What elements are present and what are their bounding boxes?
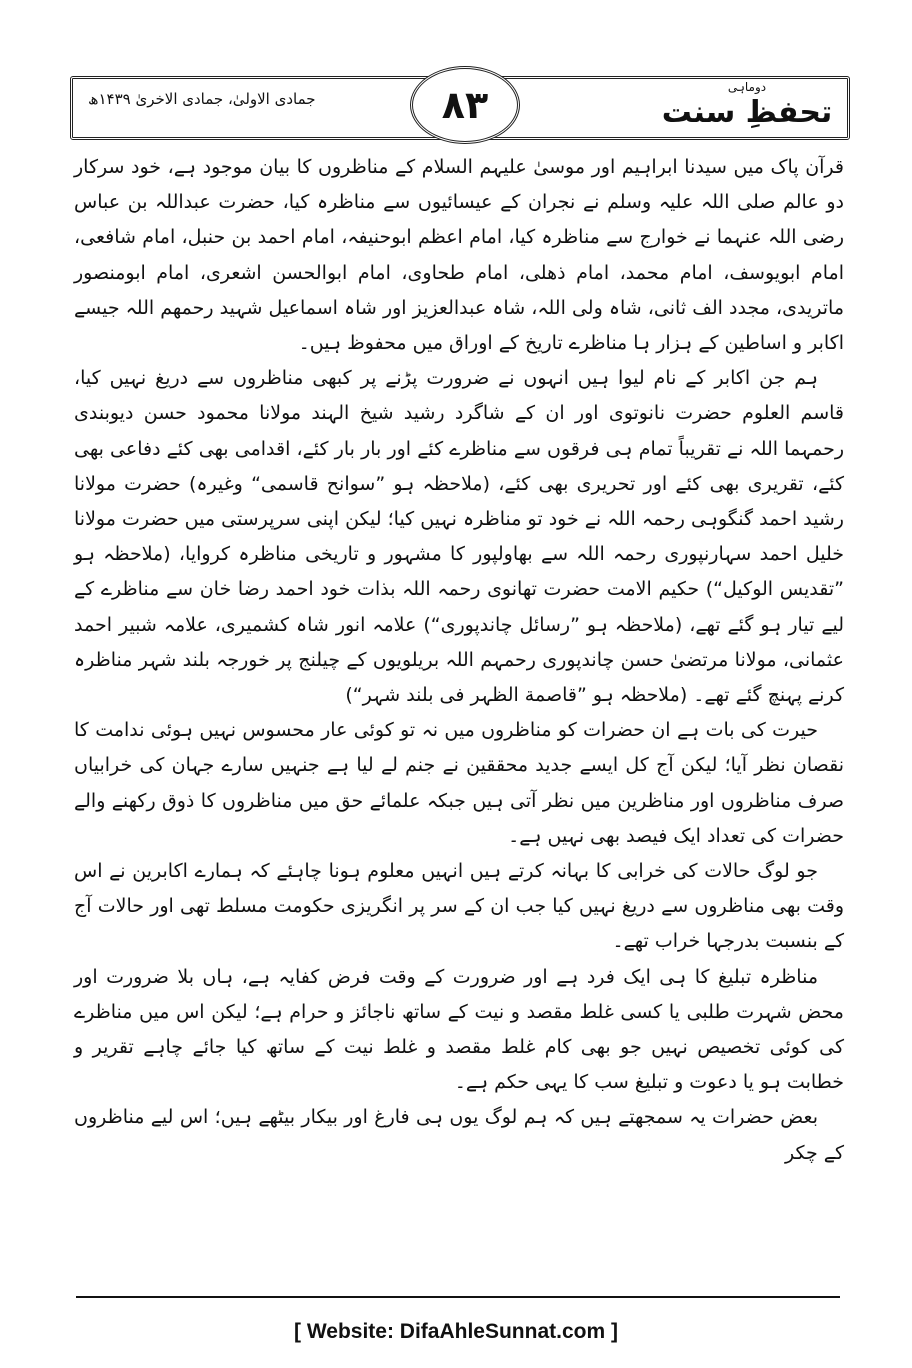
issue-dates: جمادی الاولیٰ، جمادی الاخریٰ ۱۴۳۹ھ (88, 90, 316, 108)
magazine-logo (652, 80, 842, 136)
logo-subtitle: دوماہی (727, 80, 767, 94)
article-body (74, 150, 844, 1171)
logo-title: تحفظِ سنت (661, 95, 833, 130)
page-number: ۸۳ (441, 83, 489, 127)
paragraph-3: حیرت کی بات ہے ان حضرات کو مناظروں میں نہ تو کوئی عار محسوس نہیں ہوئی ندامت کا نقصان نظر آیا؛ لیکن آج کل ایسے جدید محققین نے جنم لے لیا ہے جنہیں سارے جہان کی خرابیاں صرف مناظروں اور مناظرین میں نظر آتی ہیں جبکہ علمائے حق میں مناظروں کا ذوق رکھنے والے حضرات کی تعداد ایک فیصد بھی نہیں ہے۔ (74, 719, 844, 847)
footer-divider (76, 1296, 840, 1298)
paragraph-4: جو لوگ حالات کی خرابی کا بہانہ کرتے ہیں انہیں معلوم ہونا چاہئے کہ ہمارے اکابرین نے اس وقت بھی مناظروں سے دریغ نہیں کیا جب ان کے سر پر انگریزی حکومت مسلط تھی اور حالات آج کے بنسبت بدرجہا خراب تھے۔ (74, 860, 844, 953)
paragraph-6: بعض حضرات یہ سمجھتے ہیں کہ ہم لوگ یوں ہی فارغ اور بیکار بیٹھے ہیں؛ اس لیے مناظروں کے چکر (74, 1106, 844, 1164)
website-footer: [ Website: DifaAhleSunnat.com ] (294, 1320, 618, 1343)
paragraph-1: قرآن پاک میں سیدنا ابراہیم اور موسیٰ علیہم السلام کے مناظروں کا بیان موجود ہے، خود سرکار دو عالم صلی اللہ علیہ وسلم نے نجران کے عیسائیوں سے مناظرہ کیا، حضرت عبداللہ بن عباس رضی اللہ عنہما نے خوارج سے مناظرہ کیا، امام اعظم ابوحنیفہ، امام احمد بن حنبل، امام شافعی، امام ابویوسف، امام محمد، امام ذھلی، امام طحاوی، امام ابوالحسن اشعری، امام ابومنصور ماتریدی، مجدد الف ثانی، شاہ ولی اللہ، شاہ عبدالعزیز اور شاہ اسماعیل شہید رحمھم اللہ جیسے اکابر و اساطین کے ہزار ہا مناظرے تاریخ کے اوراق میں محفوظ ہیں۔ (74, 156, 844, 355)
page-header (70, 62, 848, 144)
paragraph-2: ہم جن اکابر کے نام لیوا ہیں انہوں نے ضرورت پڑنے پر کبھی مناظروں سے دریغ نہیں کیا، قاسم العلوم حضرت نانوتوی اور ان کے شاگرد رشید شیخ الہند مولانا محمود حسن دیوبندی رحمہما اللہ نے تقریباً تمام ہی فرقوں سے مناظرے کئے اور بار بار کئے، اقدامی بھی کئے دفاعی بھی کئے، تقریری بھی کئے اور تحریری بھی کئے، (ملاحظہ ہو ”سوانح قاسمی“ وغیرہ) حضرت مولانا رشید احمد گنگوہی رحمہ اللہ نے خود تو مناظرہ نہیں کیا؛ لیکن اپنی سرپرستی میں حضرت مولانا خلیل احمد سہارنپوری رحمہ اللہ سے بھاولپور کا مشہور و تاریخی مناظرہ کروایا، (ملاحظہ ہو ”تقدیس الوکیل“) حکیم الامت حضرت تھانوی رحمہ اللہ بذات خود احمد رضا خان سے مناظرے کے لیے تیار ہو گئے تھے، (ملاحظہ ہو ”رسائل چاندپوری“) علامہ انور شاہ کشمیری، علامہ شبیر احمد عثمانی، مولانا مرتضیٰ حسن چاندپوری رحمہم اللہ بریلویوں کے چیلنج پر خورجہ بلند شہر مناظرہ کرنے پہنچ گئے تھے۔ (ملاحظہ ہو ”قاصمة الظہر فی بلند شہر“) (74, 367, 844, 707)
page-number-badge (410, 66, 520, 144)
paragraph-5: مناظرہ تبلیغ کا ہی ایک فرد ہے اور ضرورت کے وقت فرض کفایہ ہے، ہاں بلا ضرورت اور محض شہرت طلبی یا کسی غلط مقصد و نیت کے ساتھ ناجائز و حرام ہے؛ لیکن اس میں مناظرے کی کوئی تخصیص نہیں جو بھی کام غلط مقصد و غلط نیت کے ساتھ کیا جائے چاہے تقریر و خطابت ہو یا دعوت و تبلیغ سب کا یہی حکم ہے۔ (74, 965, 844, 1094)
